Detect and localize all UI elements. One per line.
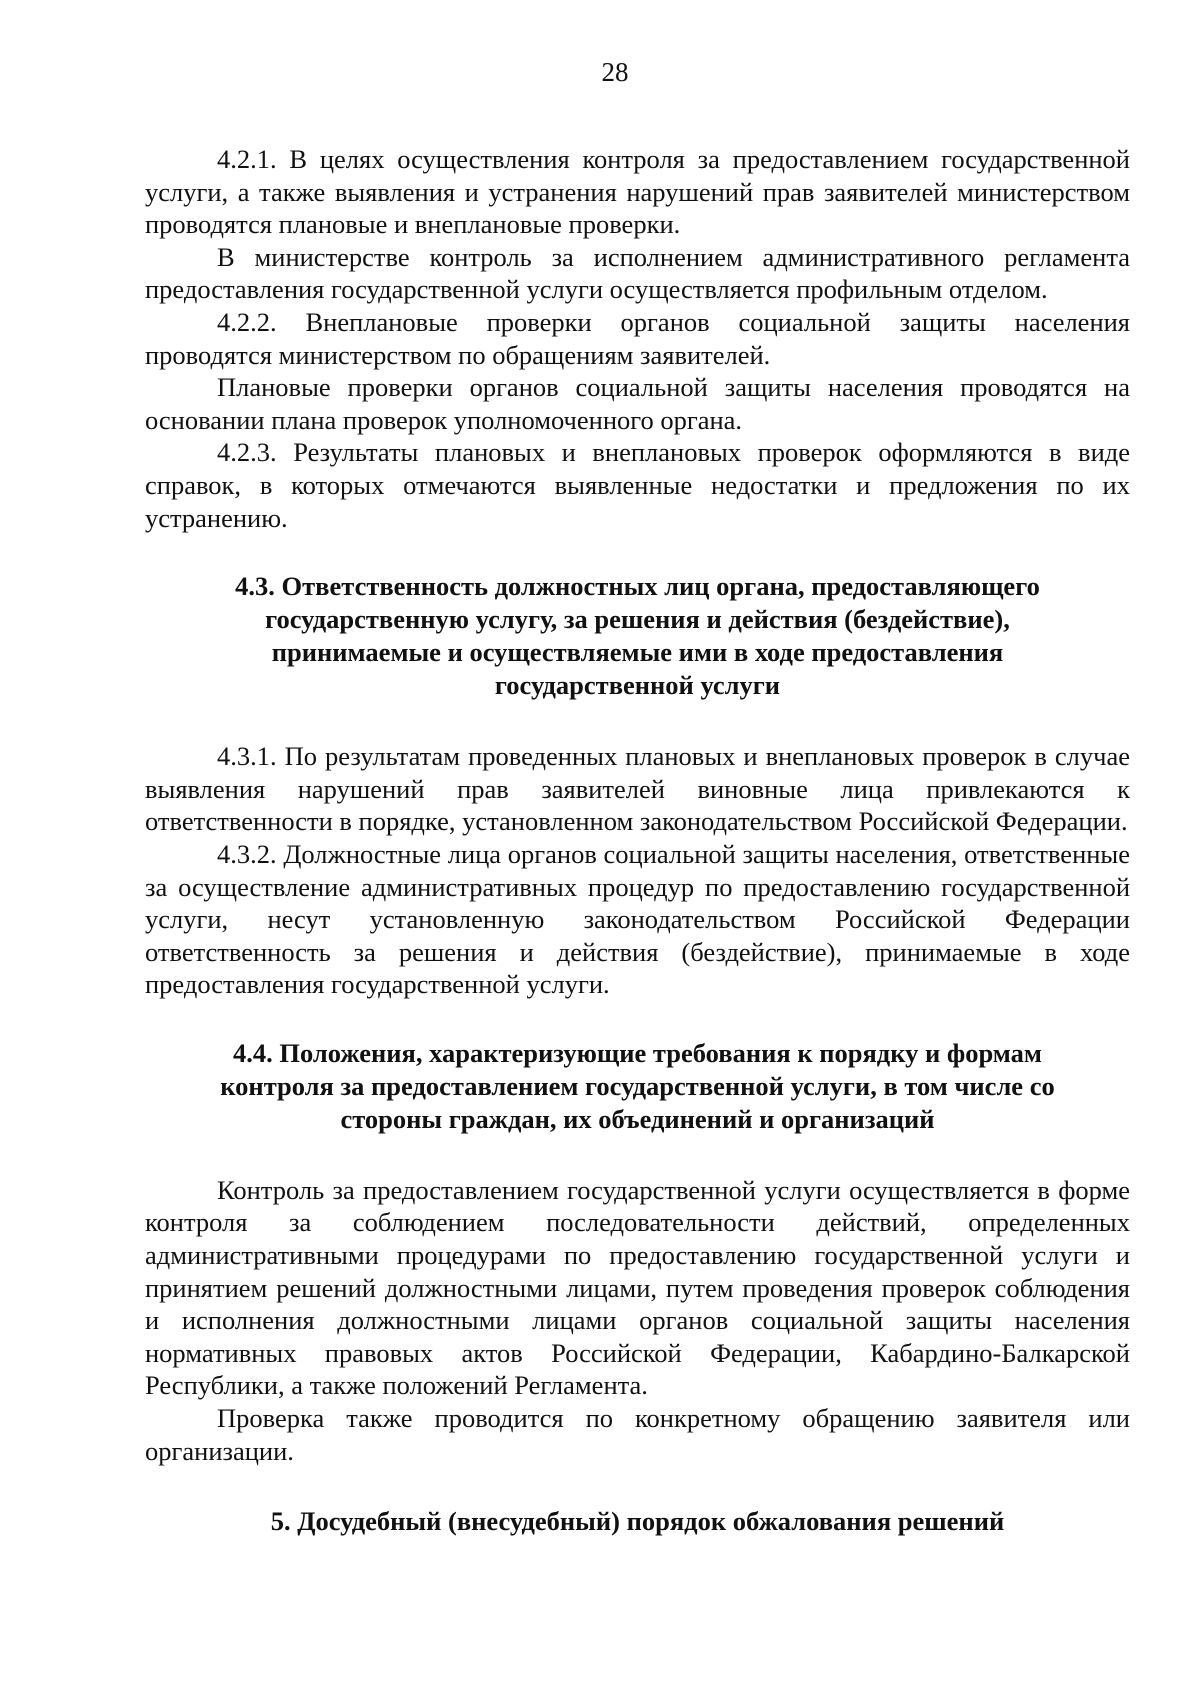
paragraph-4-2-1: 4.2.1. В целях осуществления контроля за предоставлением государственной услуги, а также выявления и устранения нарушений прав заявителей министерством проводятся плановые и внеплановые проверки. bbox=[145, 144, 1130, 240]
heading-section-4-3: 4.3. Ответственность должностных лиц органа, предоставляющего государственную услугу, за решения и действия (бездействие), принимаемые и осуществляемые ими в ходе предоставления государственной услуги bbox=[235, 571, 1040, 701]
paragraph-planned-checks: Плановые проверки органов социальной защиты населения проводятся на основании плана проверок уполномоченного органа. bbox=[145, 372, 1130, 435]
heading-section-5: 5. Досудебный (внесудебный) порядок обжалования решений bbox=[270, 1506, 1005, 1537]
document-body bbox=[145, 143, 1130, 1538]
paragraph-check-by-request: Проверка также проводится по конкретному обращению заявителя или организации. bbox=[145, 1403, 1130, 1466]
paragraph-4-3-2: 4.3.2. Должностные лица органов социальной защиты населения, ответственные за осуществление административных процедур по предоставлению государственной услуги, несут установленную законодательством Российской Федерации ответственность за решения и действия (бездействие), принимаемые в ходе предоставления государственной услуги. bbox=[145, 838, 1130, 1000]
paragraph-4-2-2: 4.2.2. Внеплановые проверки органов социальной защиты населения проводятся министерством по обращениям заявителей. bbox=[145, 306, 1130, 370]
paragraph-control-form: Контроль за предоставлением государственной услуги осуществляется в форме контроля за соблюдением последовательности действий, определенных административными процедурами по предоставлению государственной услуги и принятием решений должностными лицами, путем проведения проверок соблюдения и исполнения должностными лицами органов социальной защиты населения нормативных правовых актов Российской Федерации, Кабардино-Балкарской Республики, а также положений Регламента. bbox=[145, 1174, 1130, 1401]
paragraph-4-2-3: 4.2.3. Результаты плановых и внеплановых проверок оформляются в виде справок, в которых отмечаются выявленные недостатки и предложения по их устранению. bbox=[145, 437, 1130, 533]
paragraph-ministry-control: В министерстве контроль за исполнением административного регламента предоставления государственной услуги осуществляется профильным отделом. bbox=[145, 241, 1130, 305]
page-number: 28 bbox=[601, 57, 629, 87]
paragraph-4-3-1: 4.3.1. По результатам проведенных плановых и внеплановых проверок в случае выявления нарушений прав заявителей виновные лица привлекаются к ответственности в порядке, установленном законодательством Российской Федерации. bbox=[145, 741, 1130, 837]
heading-section-4-4: 4.4. Положения, характеризующие требования к порядку и формам контроля за предоставлением государственной услуги, в том числе со стороны граждан, их объединений и организаций bbox=[220, 1037, 1055, 1134]
